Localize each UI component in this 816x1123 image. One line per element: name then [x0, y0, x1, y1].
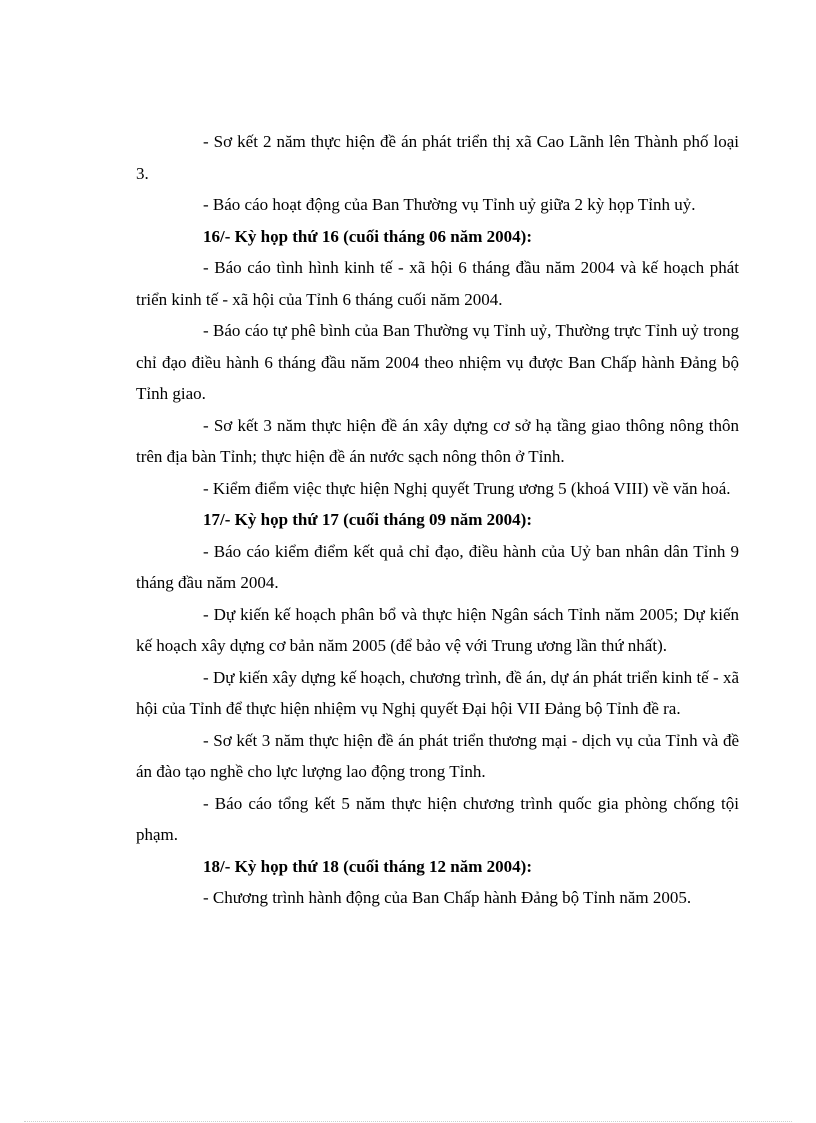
paragraph: - Báo cáo tự phê bình của Ban Thường vụ Tỉnh uỷ, Thường trực Tỉnh uỷ trong chỉ đạo điều hành 6 tháng đầu năm 2004 theo nhiệm vụ được Ban Chấp hành Đảng bộ Tỉnh giao. [136, 321, 739, 403]
heading-title: Kỳ họp thứ 16 [234, 226, 339, 246]
paragraph: - Kiểm điểm việc thực hiện Nghị quyết Trung ương 5 (khoá VIII) về văn hoá. [203, 478, 731, 498]
heading-time: (cuối tháng 12 năm 2004): [343, 856, 532, 876]
paragraph: - Dự kiến xây dựng kế hoạch, chương trình, đề án, dự án phát triển kinh tế - xã hội của Tỉnh để thực hiện nhiệm vụ Nghị quyết Đại hội VII Đảng bộ Tỉnh đề ra. [136, 667, 739, 718]
paragraph: - Báo cáo kiểm điểm kết quả chỉ đạo, điều hành của Uỷ ban nhân dân Tỉnh 9 tháng đầu năm 2004. [136, 541, 739, 592]
heading-number: 17/- [203, 510, 231, 529]
section-heading [136, 504, 739, 536]
page-bottom-divider [24, 1121, 792, 1122]
paragraph: - Chương trình hành động của Ban Chấp hành Đảng bộ Tỉnh năm 2005. [203, 888, 692, 907]
paragraph: - Báo cáo hoạt động của Ban Thường vụ Tỉnh uỷ giữa 2 kỳ họp Tỉnh uỷ. [203, 195, 696, 214]
heading-time: (cuối tháng 06 năm 2004): [343, 226, 532, 246]
heading-number: 18/- [203, 856, 231, 876]
paragraph: - Báo cáo tình hình kinh tế - xã hội 6 tháng đầu năm 2004 và kế hoạch phát triển kinh tế - xã hội của Tỉnh 6 tháng cuối năm 2004. [136, 258, 739, 309]
heading-title: Kỳ họp thứ 17 [234, 510, 339, 529]
paragraph: - Sơ kết 3 năm thực hiện đề án xây dựng cơ sở hạ tầng giao thông nông thôn trên địa bàn Tỉnh; thực hiện đề án nước sạch nông thôn ở Tỉnh. [136, 415, 739, 466]
heading-time: (cuối tháng 09 năm 2004): [343, 510, 532, 529]
heading-title: Kỳ họp thứ 18 [234, 856, 339, 876]
paragraph: - Sơ kết 3 năm thực hiện đề án phát triển thương mại - dịch vụ của Tỉnh và đề án đào tạo nghề cho lực lượng lao động trong Tỉnh. [136, 730, 739, 781]
section-heading [136, 851, 739, 883]
paragraph: - Sơ kết 2 năm thực hiện đề án phát triển thị xã Cao Lãnh lên Thành phố loại 3. [136, 132, 739, 183]
paragraph: - Báo cáo tổng kết 5 năm thực hiện chương trình quốc gia phòng chống tội phạm. [136, 793, 739, 844]
paragraph: - Dự kiến kế hoạch phân bổ và thực hiện Ngân sách Tỉnh năm 2005; Dự kiến kế hoạch xây dựng cơ bản năm 2005 (để bảo vệ với Trung ương lần thứ nhất). [136, 604, 739, 655]
heading-number: 16/- [203, 226, 231, 246]
document-body [136, 126, 739, 914]
section-heading [136, 221, 739, 253]
